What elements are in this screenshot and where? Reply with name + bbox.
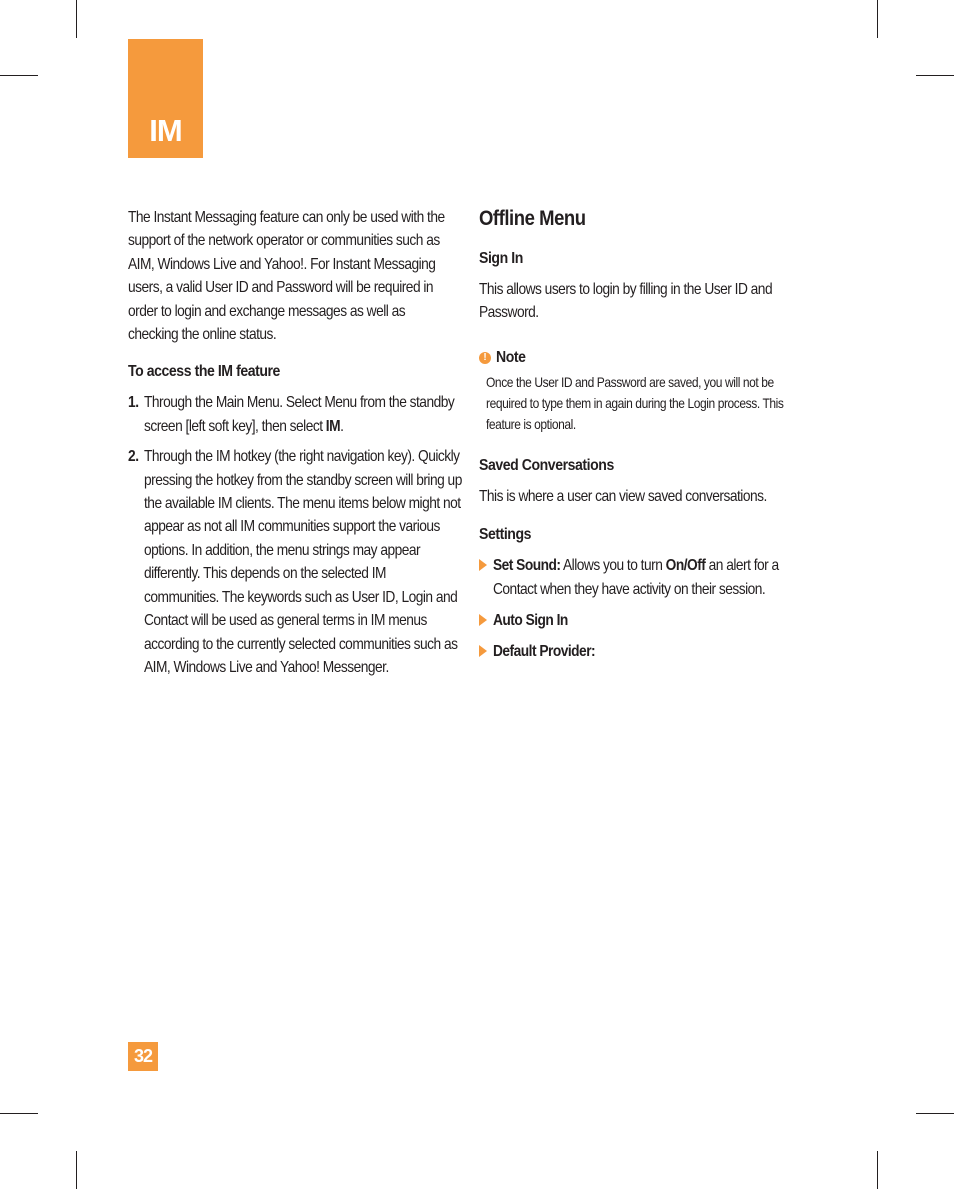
- triangle-bullet-icon: [479, 559, 487, 571]
- list-item: [479, 609, 797, 632]
- crop-mark: [76, 1151, 77, 1189]
- right-column: [479, 204, 797, 664]
- sign-in-text: This allows users to login by filling in the User ID and Password.: [479, 281, 773, 322]
- note-text: Once the User ID and Password are saved, you will not be required to type them in again during the Login process. This feature is optional.: [486, 373, 784, 432]
- crop-mark: [76, 0, 77, 38]
- warning-icon: !: [479, 352, 491, 364]
- offline-menu-heading: Offline Menu: [479, 207, 586, 230]
- settings-item-text: Set Sound: Allows you to turn On/Off an alert for a Contact when they have activity on their session.: [493, 557, 779, 598]
- list-item: [128, 391, 454, 438]
- saved-conversations-text: This is where a user can view saved conversations.: [479, 487, 767, 505]
- crop-mark: [0, 75, 38, 76]
- step-number: 2.: [128, 448, 139, 466]
- settings-item-text: Auto Sign In: [493, 612, 568, 630]
- triangle-bullet-icon: [479, 614, 487, 626]
- step-number: 1.: [128, 394, 139, 412]
- crop-mark: [916, 1113, 954, 1114]
- crop-mark: [877, 0, 878, 38]
- settings-heading: Settings: [479, 526, 532, 544]
- intro-paragraph: The Instant Messaging feature can only be used with the support of the network operator or communities such as AIM, Windows Live and Yahoo!. For Instant Messaging users, a valid User ID and Password will be required in order to login and exchange messages as well as checking the online status.: [128, 209, 445, 344]
- list-item: [479, 640, 797, 663]
- list-item: [479, 554, 797, 601]
- triangle-bullet-icon: [479, 645, 487, 657]
- note-header: [479, 347, 797, 369]
- chapter-tab: [128, 39, 203, 158]
- access-steps: [128, 391, 462, 679]
- settings-list: [479, 554, 797, 664]
- crop-mark: [0, 1113, 38, 1114]
- step-text: Through the IM hotkey (the right navigation key). Quickly pressing the hotkey from the standby screen will bring up the available IM clients. The menu items below might not appear as not all IM communities support the various options. In addition, the menu strings may appear differently. This depends on the selected IM communities. The keywords such as User ID, Login and Contact will be used as general terms in IM menus according to the currently selected communities such as AIM, Windows Live and Yahoo! Messenger.: [144, 448, 462, 676]
- access-heading: To access the IM feature: [128, 363, 280, 381]
- sign-in-heading: Sign In: [479, 250, 523, 267]
- step-text: Through the Main Menu. Select Menu from the standby screen [left soft key], then select IM.: [144, 394, 455, 435]
- chapter-tab-label: IM: [149, 113, 182, 148]
- settings-item-text: Default Provider:: [493, 643, 596, 661]
- saved-conversations-heading: Saved Conversations: [479, 456, 614, 474]
- crop-mark: [916, 75, 954, 76]
- left-column: [128, 206, 462, 679]
- note-heading: Note: [496, 348, 526, 366]
- page-number: 32: [128, 1042, 158, 1071]
- crop-mark: [877, 1151, 878, 1189]
- list-item: [128, 445, 462, 679]
